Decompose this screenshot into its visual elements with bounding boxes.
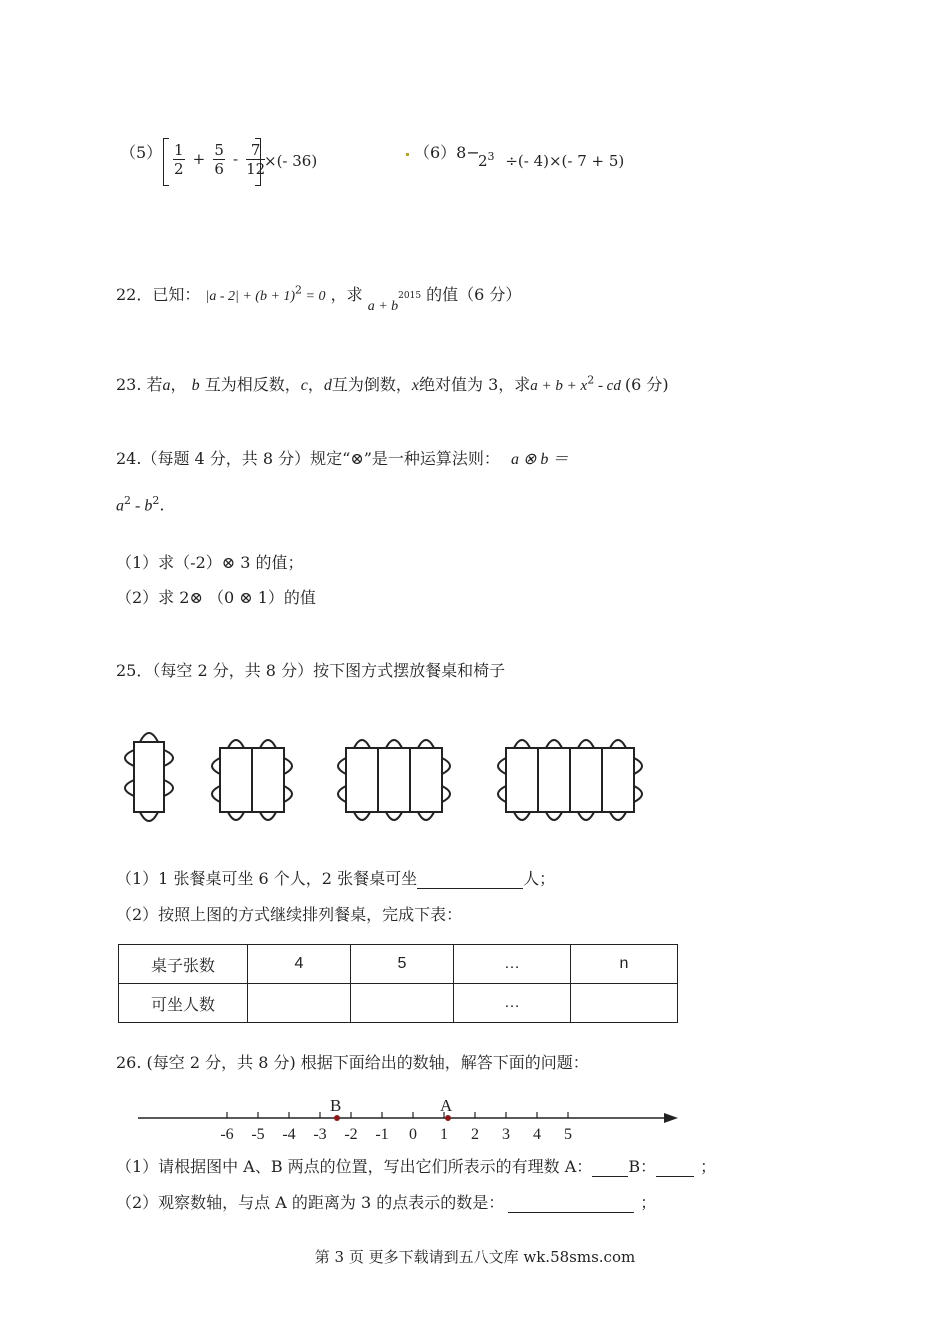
answer-blank-b[interactable]	[656, 1158, 694, 1177]
table-cell: 4	[248, 945, 351, 984]
number-line	[130, 1094, 690, 1144]
point-a-label: A	[440, 1096, 453, 1115]
tick-label: -6	[220, 1126, 234, 1143]
answer-blank-distance[interactable]	[508, 1194, 634, 1213]
table-row	[119, 945, 678, 984]
decor-dot	[406, 153, 409, 156]
tick-label: -5	[251, 1126, 265, 1143]
left-paren	[163, 138, 169, 186]
tick-label: 5	[564, 1126, 572, 1143]
answer-blank-a[interactable]	[592, 1158, 628, 1177]
q26-sub1: （1）请根据图中 A、B 两点的位置，写出它们所表示的有理数 A： B： ；	[116, 1157, 717, 1176]
point-a-marker	[445, 1115, 451, 1121]
answer-blank-q25-1[interactable]	[417, 870, 523, 889]
fraction-5-6: $\frac{5}{6}$	[214, 141, 224, 178]
number-line-ticks	[220, 1112, 572, 1143]
tick-label: 0	[409, 1126, 417, 1143]
table-arrangement-1	[125, 733, 173, 821]
tables-and-chairs-figure	[110, 728, 670, 828]
table-cell: n	[571, 945, 678, 984]
table-arrangement-4	[498, 740, 642, 820]
q21-part5: （5）	[120, 143, 163, 162]
table-arrangement-2	[212, 740, 292, 820]
q24-sub2: （2）求 2⊗ （0 ⊗ 1）的值	[116, 588, 316, 607]
q21-p5-tail: ×(- 36)	[264, 152, 318, 170]
tick-label: -1	[375, 1126, 389, 1143]
right-paren	[255, 138, 261, 186]
q23: 23. 若a， b 互为相反数，c，d互为倒数，x绝对值为 3，求$a + b + x^2$ - cd (6 分)	[116, 373, 669, 394]
tick-label: 2	[471, 1126, 479, 1143]
table-row	[119, 984, 678, 1023]
tick-label: 3	[502, 1126, 510, 1143]
q21-part6-label: （6）8−	[414, 143, 480, 162]
point-b-marker	[334, 1115, 340, 1121]
tick-label: 4	[533, 1126, 541, 1143]
q21-part6-expression: $2^3$ ÷(- 4)×(- 7 + 5)	[478, 150, 625, 170]
q24-line1: 24.（每题 4 分，共 8 分）规定“⊗”是一种运算法则： a ⊗ b ＝	[116, 449, 569, 468]
seating-table	[118, 944, 678, 1023]
answer-cell[interactable]	[351, 984, 454, 1023]
table-arrangement-3	[338, 740, 450, 820]
q26-sub2: （2）观察数轴，与点 A 的距离为 3 的点表示的数是： ；	[116, 1193, 657, 1212]
q25-sub1: （1）1 张餐桌可坐 6 个人，2 张餐桌可坐 人；	[116, 869, 556, 888]
q24-sub1: （1）求（-2）⊗ 3 的值；	[116, 553, 304, 572]
answer-cell[interactable]	[571, 984, 678, 1023]
q21-p5-expression: $\frac{1}{2}$ + $\frac{5}{6}$ - $\frac{7}{12}$	[174, 141, 266, 178]
table-cell: …	[454, 984, 571, 1023]
page-footer: 第 3 页 更多下载请到五八文库 wk.58sms.com	[314, 1248, 636, 1266]
q26-title: 26. (每空 2 分，共 8 分) 根据下面给出的数轴，解答下面的问题：	[116, 1053, 589, 1072]
answer-cell[interactable]	[248, 984, 351, 1023]
arrow-right-icon	[664, 1113, 678, 1123]
q25-title: 25．（每空 2 分，共 8 分）按下图方式摆放餐桌和椅子	[116, 661, 506, 680]
fraction-7-12: $\frac{7}{12}$	[246, 141, 266, 178]
q22: 22．已知： $|a - 2| + (b + 1)^2 = 0$ ，求 $a + b^{2015}$ 的值（6 分）	[116, 283, 522, 314]
tick-label: -3	[313, 1126, 327, 1143]
q24-line2: $a^2 - b^2$.	[116, 494, 165, 515]
q25-sub2: （2）按照上图的方式继续排列餐桌，完成下表：	[116, 905, 463, 924]
fraction-1-2: $\frac{1}{2}$	[174, 141, 184, 178]
table-cell: 5	[351, 945, 454, 984]
tick-label: 1	[440, 1126, 448, 1143]
tick-label: -4	[282, 1126, 296, 1143]
table-cell: …	[454, 945, 571, 984]
tick-label: -2	[344, 1126, 358, 1143]
table-header-cell: 可坐人数	[119, 984, 248, 1023]
point-b-label: B	[330, 1096, 342, 1115]
table-header-cell: 桌子张数	[119, 945, 248, 984]
